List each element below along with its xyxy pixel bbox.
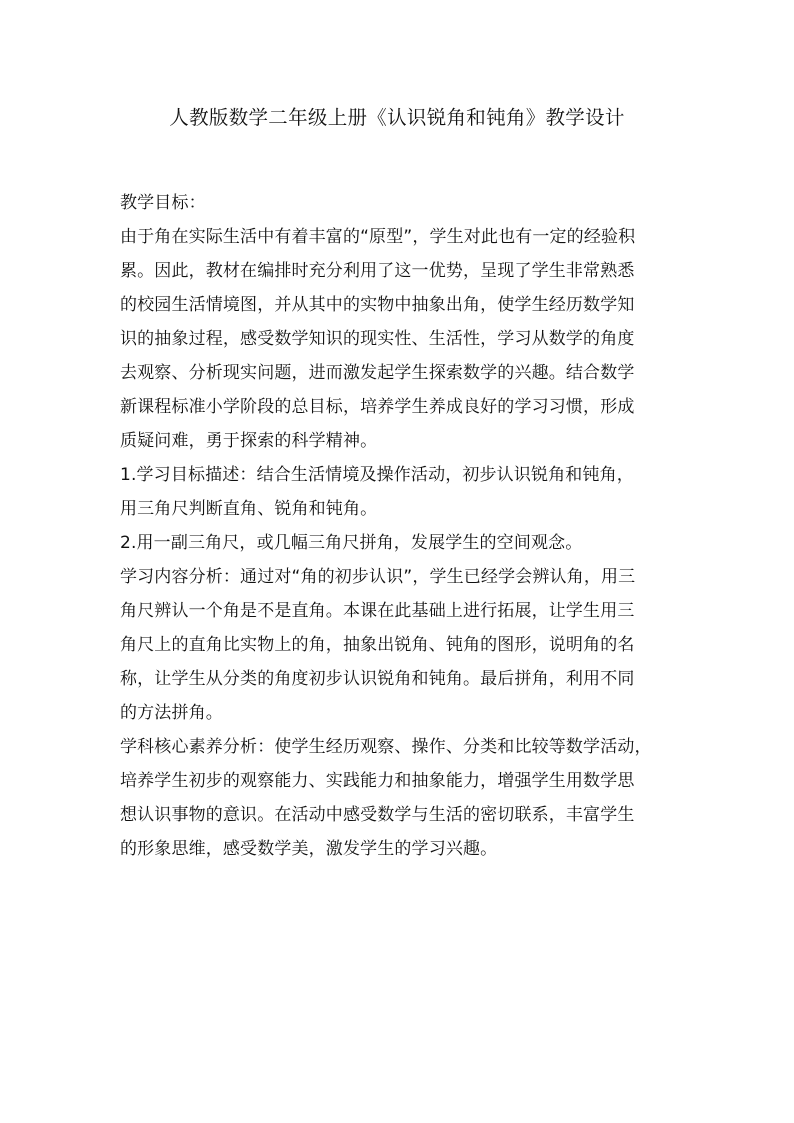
text-line: 质疑问难，勇于探索的科学精神。 (120, 431, 378, 451)
text-line: 角尺上的直角比实物上的角，抽象出锐角、钝角的图形，说明角的名 (120, 635, 635, 655)
text-line: 角尺辨认一个角是不是直角。本课在此基础上进行拓展，让学生用三 (120, 601, 635, 621)
text-line: 去观察、分析现实问题，进而激发起学生探索数学的兴趣。结合数学 (120, 363, 635, 383)
text-line: 学习内容分析：通过对“角的初步认识”，学生已经学会辨认角，用三 (120, 567, 636, 587)
text-line: 想认识事物的意识。在活动中感受数学与生活的密切联系，丰富学生 (120, 805, 635, 825)
text-line: 教学目标： (120, 193, 206, 213)
document-title: 人教版数学二年级上册《认识锐角和钝角》教学设计 (169, 106, 625, 129)
text-line: 称，让学生从分类的角度初步认识锐角和钝角。最后拼角，利用不同 (120, 669, 635, 689)
text-line: 累。因此，教材在编排时充分利用了这一优势，呈现了学生非常熟悉 (120, 261, 635, 281)
text-line: 学科核心素养分析：使学生经历观察、操作、分类和比较等数学活动， (120, 737, 652, 757)
text-line: 1.学习目标描述：结合生活情境及操作活动，初步认识锐角和钝角， (120, 465, 634, 485)
text-line: 的校园生活情境图，并从其中的实物中抽象出角，使学生经历数学知 (120, 295, 635, 315)
text-line: 新课程标准小学阶段的总目标，培养学生养成良好的学习习惯，形成 (120, 397, 635, 417)
document-body (120, 186, 682, 866)
text-line: 2.用一副三角尺，或几幅三角尺拼角，发展学生的空间观念。 (120, 533, 583, 553)
text-line: 由于角在实际生活中有着丰富的“原型”，学生对此也有一定的经验积 (120, 227, 636, 247)
text-line: 用三角尺判断直角、锐角和钝角。 (120, 499, 378, 519)
text-line: 识的抽象过程，感受数学知识的现实性、生活性，学习从数学的角度 (120, 329, 635, 349)
text-line: 的形象思维，感受数学美，激发学生的学习兴趣。 (120, 839, 498, 859)
text-line: 的方法拼角。 (120, 703, 223, 723)
text-line: 培养学生初步的观察能力、实践能力和抽象能力，增强学生用数学思 (120, 771, 635, 791)
